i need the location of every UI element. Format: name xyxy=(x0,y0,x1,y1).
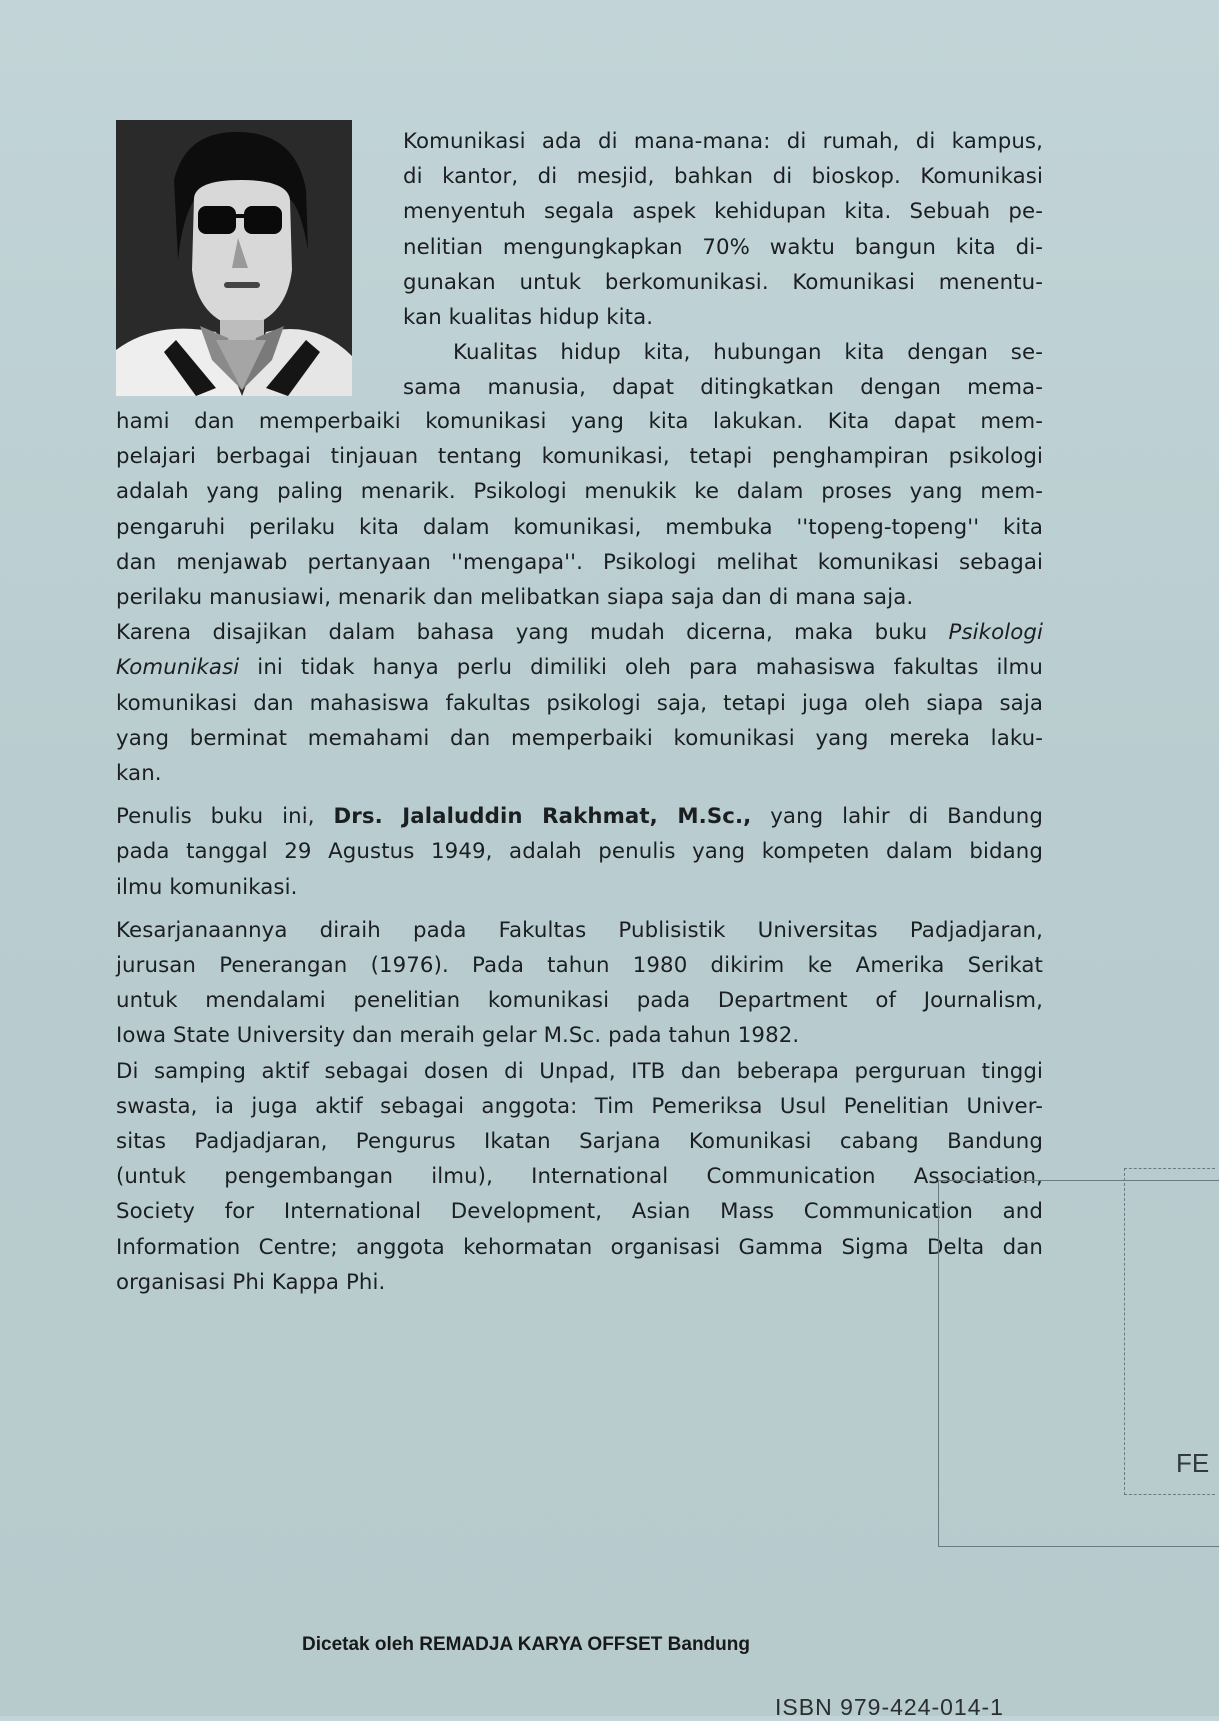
third-paragraph-line-1 xyxy=(116,615,1043,650)
second-paragraph-line-7: dan menjawab pertanyaan ''mengapa''. Psikologi melihat komunikasi sebagai xyxy=(116,549,1043,575)
printer-name: REMADJA KARYA OFFSET xyxy=(419,1634,663,1655)
author-paragraph-line-3: ilmu komunikasi. xyxy=(116,874,298,900)
activity-line-2: swasta, ia juga aktif sebagai anggota: Tim Pemeriksa Usul Penelitian Univer- xyxy=(116,1093,1043,1119)
third-paragraph-line-3: komunikasi dan mahasiswa fakultas psikologi saja, tetapi juga oleh siapa saja xyxy=(116,690,1043,716)
author-prefix: Penulis buku ini, xyxy=(116,804,315,830)
intro-line-6: kan kualitas hidup kita. xyxy=(403,305,654,331)
activity-line-5: Society for International Development, Asian Mass Communication and xyxy=(116,1199,1043,1225)
third-paragraph-text-2: ini tidak hanya perlu dimiliki oleh para mahasiswa fakultas ilmu xyxy=(257,655,1043,681)
book-title-part-1: Psikologi xyxy=(948,620,1044,646)
printer-city: Bandung xyxy=(667,1634,750,1655)
printer-prefix: Dicetak oleh xyxy=(302,1634,414,1655)
third-paragraph-text: Karena disajikan dalam bahasa yang mudah dicerna, maka buku xyxy=(116,620,928,646)
education-line-3: untuk mendalami penelitian komunikasi pada Department of Journalism, xyxy=(116,988,1043,1014)
intro-line-5: gunakan untuk berkomunikasi. Komunikasi menentu- xyxy=(403,269,1043,295)
author-paragraph-line-2: pada tanggal 29 Agustus 1949, adalah penulis yang kompeten dalam bidang xyxy=(116,839,1043,865)
second-paragraph-line-4: pelajari berbagai tinjauan tentang komunikasi, tetapi penghampiran psikologi xyxy=(116,444,1043,470)
intro-line-3: menyentuh segala aspek kehidupan kita. Sebuah pe- xyxy=(403,199,1043,225)
author-name: Drs. Jalaluddin Rakhmat, M.Sc., xyxy=(333,804,752,830)
body-text xyxy=(116,404,1043,1300)
author-photo xyxy=(116,120,352,396)
third-paragraph-line-5: kan. xyxy=(116,761,162,787)
third-paragraph-line-2 xyxy=(116,650,1043,685)
activity-line-4: (untuk pengembangan ilmu), International Communication Association, xyxy=(116,1164,1043,1190)
second-paragraph-line-8: perilaku manusiawi, menarik dan melibatkan siapa saja dan di mana saja. xyxy=(116,585,914,611)
activity-line-6: Information Centre; anggota kehormatan organisasi Gamma Sigma Delta dan xyxy=(116,1234,1043,1260)
education-line-1: Kesarjanaannya diraih pada Fakultas Publisistik Universitas Padjadjaran, xyxy=(116,917,1043,943)
intro-paragraph xyxy=(403,124,1043,406)
second-paragraph-line-6: pengaruhi perilaku kita dalam komunikasi, membuka ''topeng-topeng'' kita xyxy=(116,514,1043,540)
second-paragraph-line-1: Kualitas hidup kita, hubungan kita dengan se- xyxy=(453,340,1043,366)
activity-line-1: Di samping aktif sebagai dosen di Unpad, ITB dan beberapa perguruan tinggi xyxy=(116,1058,1043,1084)
library-label-text: FE xyxy=(1176,1448,1210,1478)
intro-line-2: di kantor, di mesjid, bahkan di bioskop. Komunikasi xyxy=(403,164,1043,190)
second-paragraph-line-5: adalah yang paling menarik. Psikologi menukik ke dalam proses yang mem- xyxy=(116,479,1043,505)
isbn-number: ISBN 979-424-014-1 xyxy=(775,1694,1004,1720)
book-title-part-2: Komunikasi xyxy=(116,655,240,681)
author-paragraph-line-1 xyxy=(116,799,1043,834)
activity-line-3: sitas Padjadjaran, Pengurus Ikatan Sarjana Komunikasi cabang Bandung xyxy=(116,1129,1043,1155)
education-line-4: Iowa State University dan meraih gelar M.Sc. pada tahun 1982. xyxy=(116,1023,800,1049)
education-line-2: jurusan Penerangan (1976). Pada tahun 1980 dikirim ke Amerika Serikat xyxy=(116,953,1043,979)
library-label-outline xyxy=(1124,1168,1215,1495)
author-birthplace: yang lahir di Bandung xyxy=(770,804,1043,830)
author-portrait-image xyxy=(116,120,352,396)
intro-line-4: nelitian mengungkapkan 70% waktu bangun kita di- xyxy=(403,234,1043,260)
third-paragraph-line-4: yang berminat memahami dan memperbaiki komunikasi yang mereka laku- xyxy=(116,725,1043,751)
second-paragraph-line-3: hami dan memperbaiki komunikasi yang kita lakukan. Kita dapat mem- xyxy=(116,409,1043,434)
intro-line-1: Komunikasi ada di mana-mana: di rumah, di kampus, xyxy=(403,129,1043,154)
second-paragraph-line-2: sama manusia, dapat ditingkatkan dengan mema- xyxy=(403,375,1043,401)
activity-line-7: organisasi Phi Kappa Phi. xyxy=(116,1269,386,1295)
printer-credit xyxy=(302,1634,750,1656)
